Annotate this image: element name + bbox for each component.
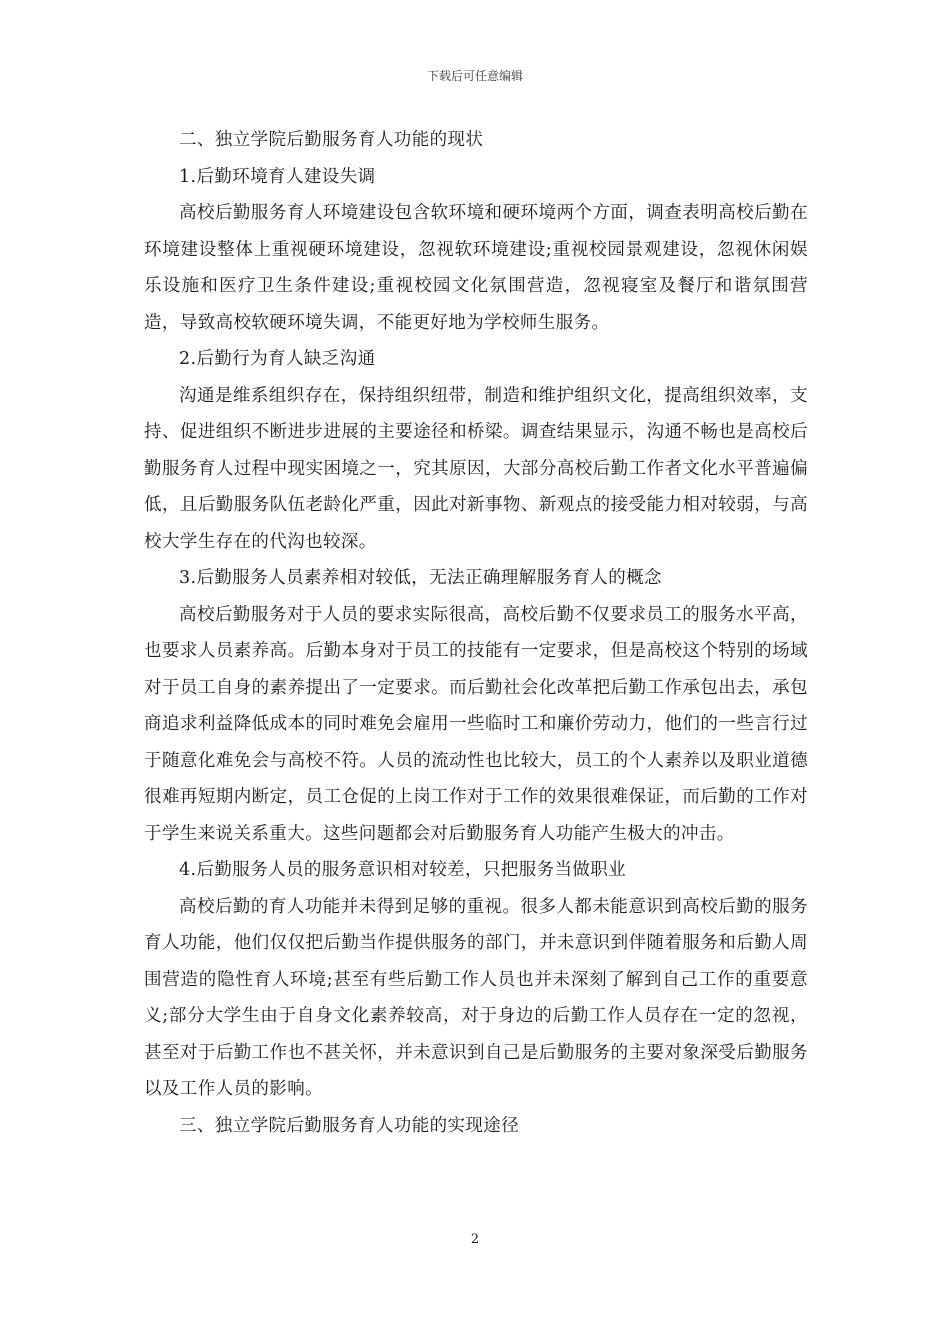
section-heading: 三、独立学院后勤服务育人功能的实现途径 xyxy=(179,1115,520,1136)
body-paragraph: 高校后勤服务对于人员的要求实际很高，高校后勤不仅要求员工的服务水平高，也要求人员素养高。后勤本身对于员工的技能有一定要求，但是高校这个特别的场域对于员工自身的素养提出了一定要求。而后勤社会化改革把后勤工作承包出去，承包商追求利益降低成本的同时难免会雇用一些临时工和廉价劳动力，他们的一些言行过于随意化难免会与高校不符。人员的流动性也比较大，员工的个人素养以及职业道德很难再短期内断定，员工仓促的上岗工作对于工作的效果很难保证，而后勤的工作对于学生来说关系重大。这些问题都会对后勤服务育人功能产生极大的冲击。 xyxy=(144,604,808,844)
body-paragraph: 高校后勤的育人功能并未得到足够的重视。很多人都未能意识到高校后勤的服务育人功能，他们仅仅把后勤当作提供服务的部门，并未意识到伴随着服务和后勤人周围营造的隐性育人环境;甚至有些后勤工作人员也并未深刻了解到自己工作的重要意义;部分大学生由于自身文化素养较高，对于身边的后勤工作人员存在一定的忽视，甚至对于后勤工作也不甚关怀，并未意识到自己是后勤服务的主要对象深受后勤服务以及工作人员的影响。 xyxy=(144,896,808,1099)
subsection-heading: 4.后勤服务人员的服务意识相对较差，只把服务当做职业 xyxy=(179,860,627,880)
subsection-heading: 2.后勤行为育人缺乏沟通 xyxy=(179,349,376,369)
subsection-heading: 3.后勤服务人员素养相对较低，无法正确理解服务育人的概念 xyxy=(179,568,662,588)
body-paragraph: 沟通是维系组织存在，保持组织纽带，制造和维护组织文化，提高组织效率，支持、促进组织不断进步进展的主要途径和桥梁。调查结果显示，沟通不畅也是高校后勤服务育人过程中现实困境之一，究其原因，大部分高校后勤工作者文化水平普遍偏低，且后勤服务队伍老龄化严重，因此对新事物、新观点的接受能力相对较弱，与高校大学生存在的代沟也较深。 xyxy=(144,385,808,552)
page-header: 下载后可任意编辑 xyxy=(426,69,523,83)
body-paragraph: 高校后勤服务育人环境建设包含软环境和硬环境两个方面，调查表明高校后勤在环境建设整体上重视硬环境建设，忽视软环境建设;重视校园景观建设，忽视休闲娱乐设施和医疗卫生条件建设;重视校园文化氛围营造，忽视寝室及餐厅和谐氛围营造，导致高校软硬环境失调，不能更好地为学校师生服务。 xyxy=(144,203,808,333)
document-body xyxy=(144,122,808,1144)
section-heading: 二、独立学院后勤服务育人功能的现状 xyxy=(179,130,484,150)
page-number: 2 xyxy=(470,1232,480,1247)
subsection-heading: 1.后勤环境育人建设失调 xyxy=(179,166,376,187)
